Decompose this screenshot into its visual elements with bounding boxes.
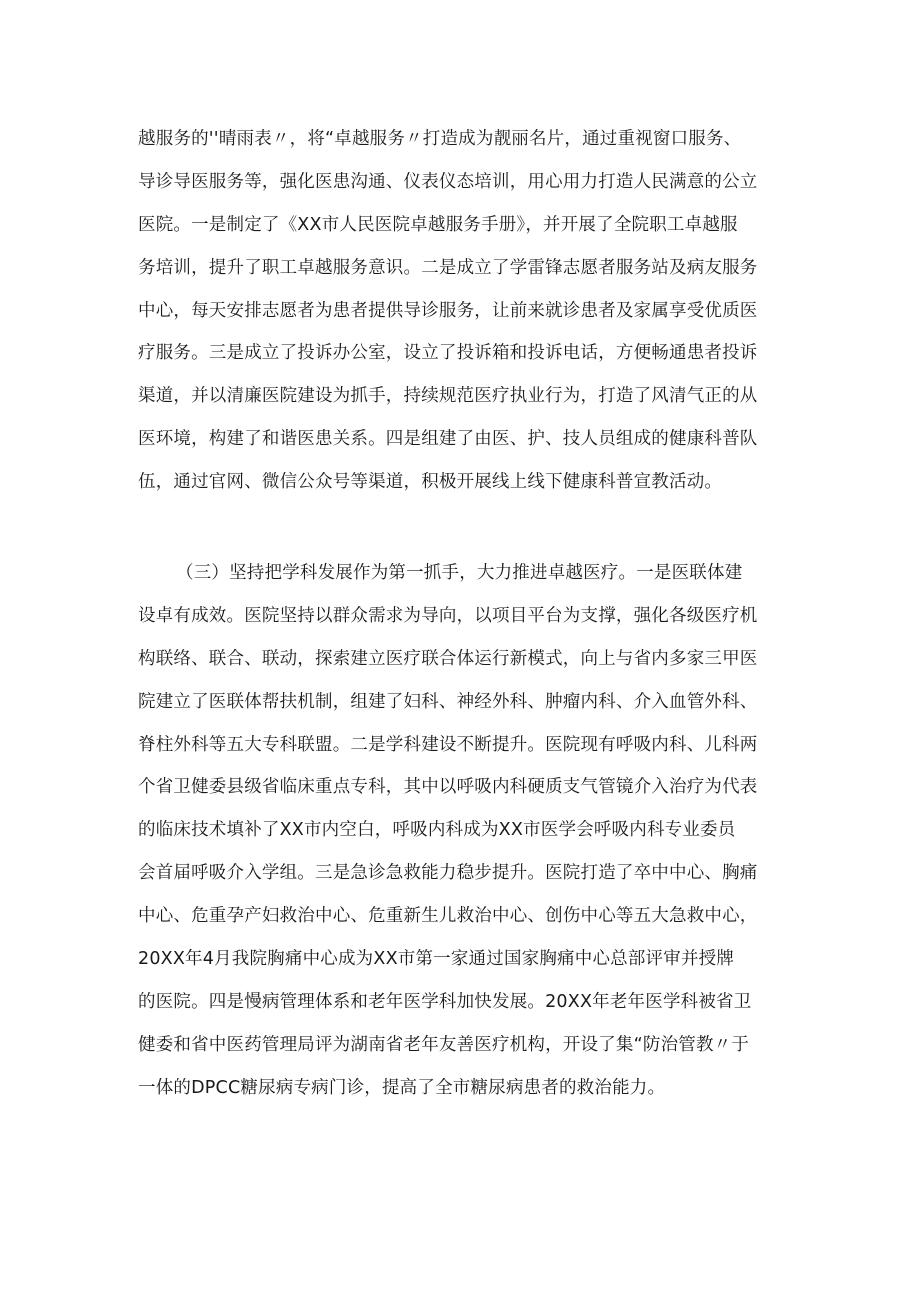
text-line: 的医院。四是慢病管理体系和老年医学科加快发展。20XX年老年医学科被省卫 [138,991,752,1012]
text-line: 疗服务。三是成立了投诉办公室，设立了投诉箱和投诉电话，方便畅通患者投诉 [138,343,758,364]
text-line: 中心，每天安排志愿者为患者提供导诊服务，让前来就诊患者及家属享受优质医 [138,300,758,321]
text-line: 的临床技术填补了XX市内空白，呼吸内科成为XX市医学会呼吸内科专业委员 [138,820,736,841]
text-line: 伍，通过官网、微信公众号等渠道，积极开展线上线下健康科普宣教活动。 [138,472,723,493]
text-line: 设卓有成效。医院坚持以群众需求为导向，以项目平台为支撑，强化各级医疗机 [138,605,758,626]
text-line: 务培训，提升了职工卓越服务意识。二是成立了学雷锋志愿者服务站及病友服务 [138,257,758,278]
text-line: 健委和省中医药管理局评为湖南省老年友善医疗机构，开设了集“防治管教〃于 [138,1034,750,1055]
paragraph-service [138,118,798,504]
text-line: 导诊导医服务等，强化医患沟通、仪表仪态培训，用心用力打造人民满意的公立 [138,171,758,192]
text-line: 医院。一是制定了《XX市人民医院卓越服务手册》，并开展了全院职工卓越服 [138,214,738,235]
text-line: 会首届呼吸介入学组。三是急诊急救能力稳步提升。医院打造了卒中中心、胸痛 [138,863,758,884]
text-line: 医环境，构建了和谐医患关系。四是组建了由医、护、技人员组成的健康科普队 [138,429,758,450]
text-line: 渠道，并以清廉医院建设为抓手，持续规范医疗执业行为，打造了风清气正的从 [138,386,758,407]
text-line: 构联络、联合、联动，探索建立医疗联合体运行新模式，向上与省内多家三甲医 [138,648,758,669]
text-line: 一体的DPCC糖尿病专病门诊，提高了全市糖尿病患者的救治能力。 [138,1077,666,1098]
text-line: 越服务的''晴雨表〃，将“卓越服务〃打造成为靓丽名片，通过重视窗口服务、 [138,129,742,149]
text-line: 20XX年4月我院胸痛中心成为XX市第一家通过国家胸痛中心总部评审并授牌 [138,949,735,970]
section-heading-line: （三）坚持把学科发展作为第一抓手，大力推进卓越医疗。一是医联体建 [176,563,743,583]
text-line: 中心、危重孕产妇救治中心、危重新生儿救治中心、创伤中心等五大急救中心， [138,906,758,927]
text-line: 个省卫健委县级省临床重点专科，其中以呼吸内科硬质支气管镜介入治疗为代表 [138,777,758,798]
text-line: 脊柱外科等五大专科联盟。二是学科建设不断提升。医院现有呼吸内科、儿科两 [138,734,758,755]
paragraph-discipline [138,552,798,1110]
text-line: 院建立了医联体帮扶机制，组建了妇科、神经外科、肿瘤内科、介入血管外科、 [138,691,758,712]
